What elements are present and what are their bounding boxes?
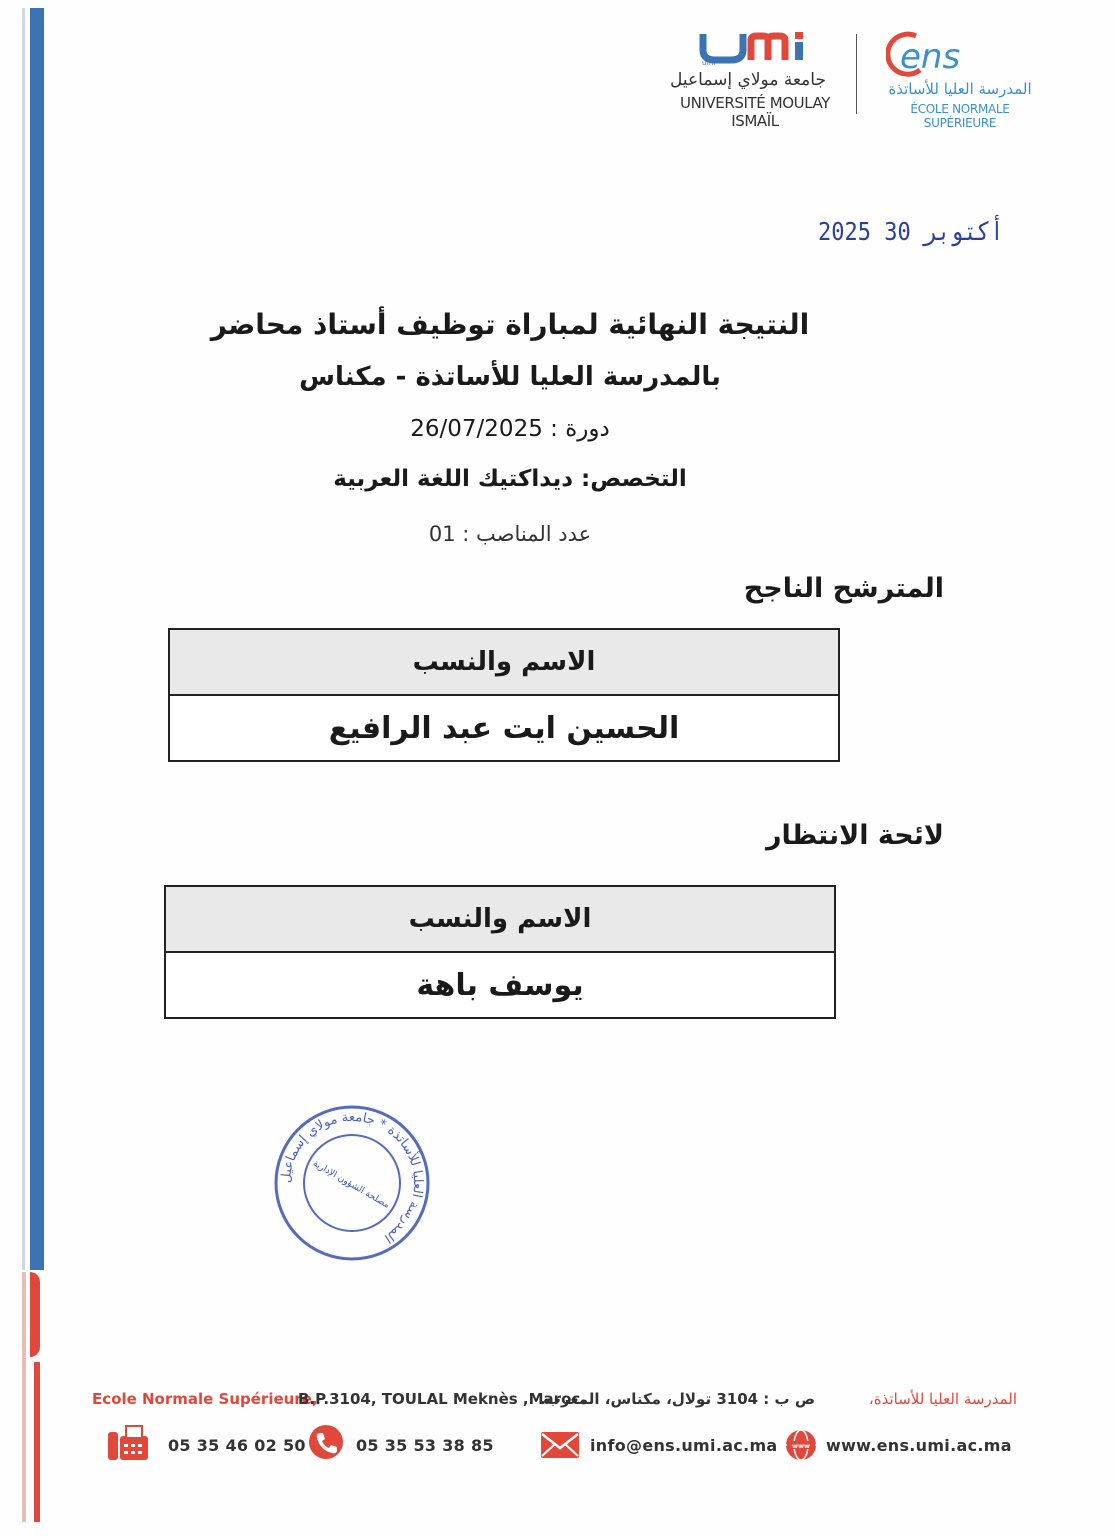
seal-inner-text: مصلحة الشؤون الإدارية bbox=[310, 1158, 392, 1211]
website-url: www.ens.umi.ac.ma bbox=[826, 1436, 1012, 1455]
phone-icon bbox=[308, 1424, 344, 1460]
waiting-list-table bbox=[164, 885, 836, 1019]
address-fr-name: Ecole Normale Supérieure, bbox=[92, 1390, 318, 1408]
phone-contact bbox=[308, 1424, 494, 1464]
institution-line: بالمدرسة العليا للأساتذة - مكناس bbox=[299, 362, 721, 392]
email-icon bbox=[540, 1430, 580, 1460]
ens-logo bbox=[880, 28, 1045, 128]
official-seal bbox=[272, 1103, 432, 1263]
ens-logo-mark bbox=[886, 28, 966, 80]
candidate-name: الحسين ايت عبد الرافيع bbox=[169, 695, 839, 761]
session-line: دورة : 26/07/2025 bbox=[410, 416, 610, 442]
column-header-name: الاسم والنسب bbox=[169, 629, 839, 695]
logo-divider bbox=[856, 34, 857, 114]
svg-text:المدرسة العليا للأساتذة * جامع bbox=[279, 1110, 425, 1246]
page-title: النتيجة النهائية لمباراة توظيف أستاذ محاضر bbox=[210, 308, 810, 341]
umi-mark-text: umi bbox=[702, 59, 716, 67]
globe-icon bbox=[784, 1428, 818, 1462]
phone-number: 05 35 53 38 85 bbox=[356, 1436, 494, 1455]
umi-arabic-name: جامعة مولاي إسماعيل bbox=[670, 70, 826, 90]
side-bar-blue bbox=[30, 8, 44, 1270]
table-header-row bbox=[165, 886, 835, 952]
address-fr-rest: B.P.3104, TOULAL Meknès ,Maroc. bbox=[298, 1390, 586, 1408]
fax-icon bbox=[106, 1424, 150, 1462]
table-row bbox=[169, 695, 839, 761]
fax-number: 05 35 46 02 50 bbox=[168, 1436, 306, 1455]
fax-contact bbox=[106, 1424, 306, 1464]
umi-logo bbox=[660, 30, 850, 130]
seal-outer-text: المدرسة العليا للأساتذة * جامعة مولاي إسماعيل bbox=[278, 1109, 426, 1246]
side-bar-red bbox=[20, 1272, 42, 1522]
address-ar-name: المدرسة العليا للأساتذة، bbox=[868, 1390, 1017, 1408]
umi-logo-mark bbox=[697, 30, 817, 68]
positions-line: عدد المناصب : 01 bbox=[428, 522, 592, 546]
table-header-row bbox=[169, 629, 839, 695]
side-bar-gray bbox=[22, 8, 25, 1270]
ens-arabic-name: المدرسة العليا للأساتذة bbox=[888, 80, 1032, 98]
address-ar-rest: ص ب : 3104 تولال، مكناس، المغرب. bbox=[540, 1390, 815, 1408]
column-header-name: الاسم والنسب bbox=[165, 886, 835, 952]
svg-text:www: www bbox=[791, 1442, 811, 1450]
waiting-candidate-name: يوسف باهة bbox=[165, 952, 835, 1018]
email-address: info@ens.umi.ac.ma bbox=[590, 1436, 778, 1455]
ens-french-name: ÉCOLE NORMALE SUPÉRIEURE bbox=[910, 102, 1010, 130]
successful-candidate-heading: المترشح الناجح bbox=[743, 573, 944, 604]
waiting-list-heading: لائحة الانتظار bbox=[766, 820, 944, 851]
successful-candidate-table bbox=[168, 628, 840, 762]
date-stamp: 2025 أكتوبر 30 bbox=[818, 218, 1004, 247]
umi-french-name: UNIVERSITÉ MOULAY ISMAÏL bbox=[679, 94, 831, 130]
ens-mark-text: ens bbox=[900, 37, 961, 77]
table-row bbox=[165, 952, 835, 1018]
specialty-line: التخصص: ديداكتيك اللغة العربية bbox=[333, 466, 687, 492]
